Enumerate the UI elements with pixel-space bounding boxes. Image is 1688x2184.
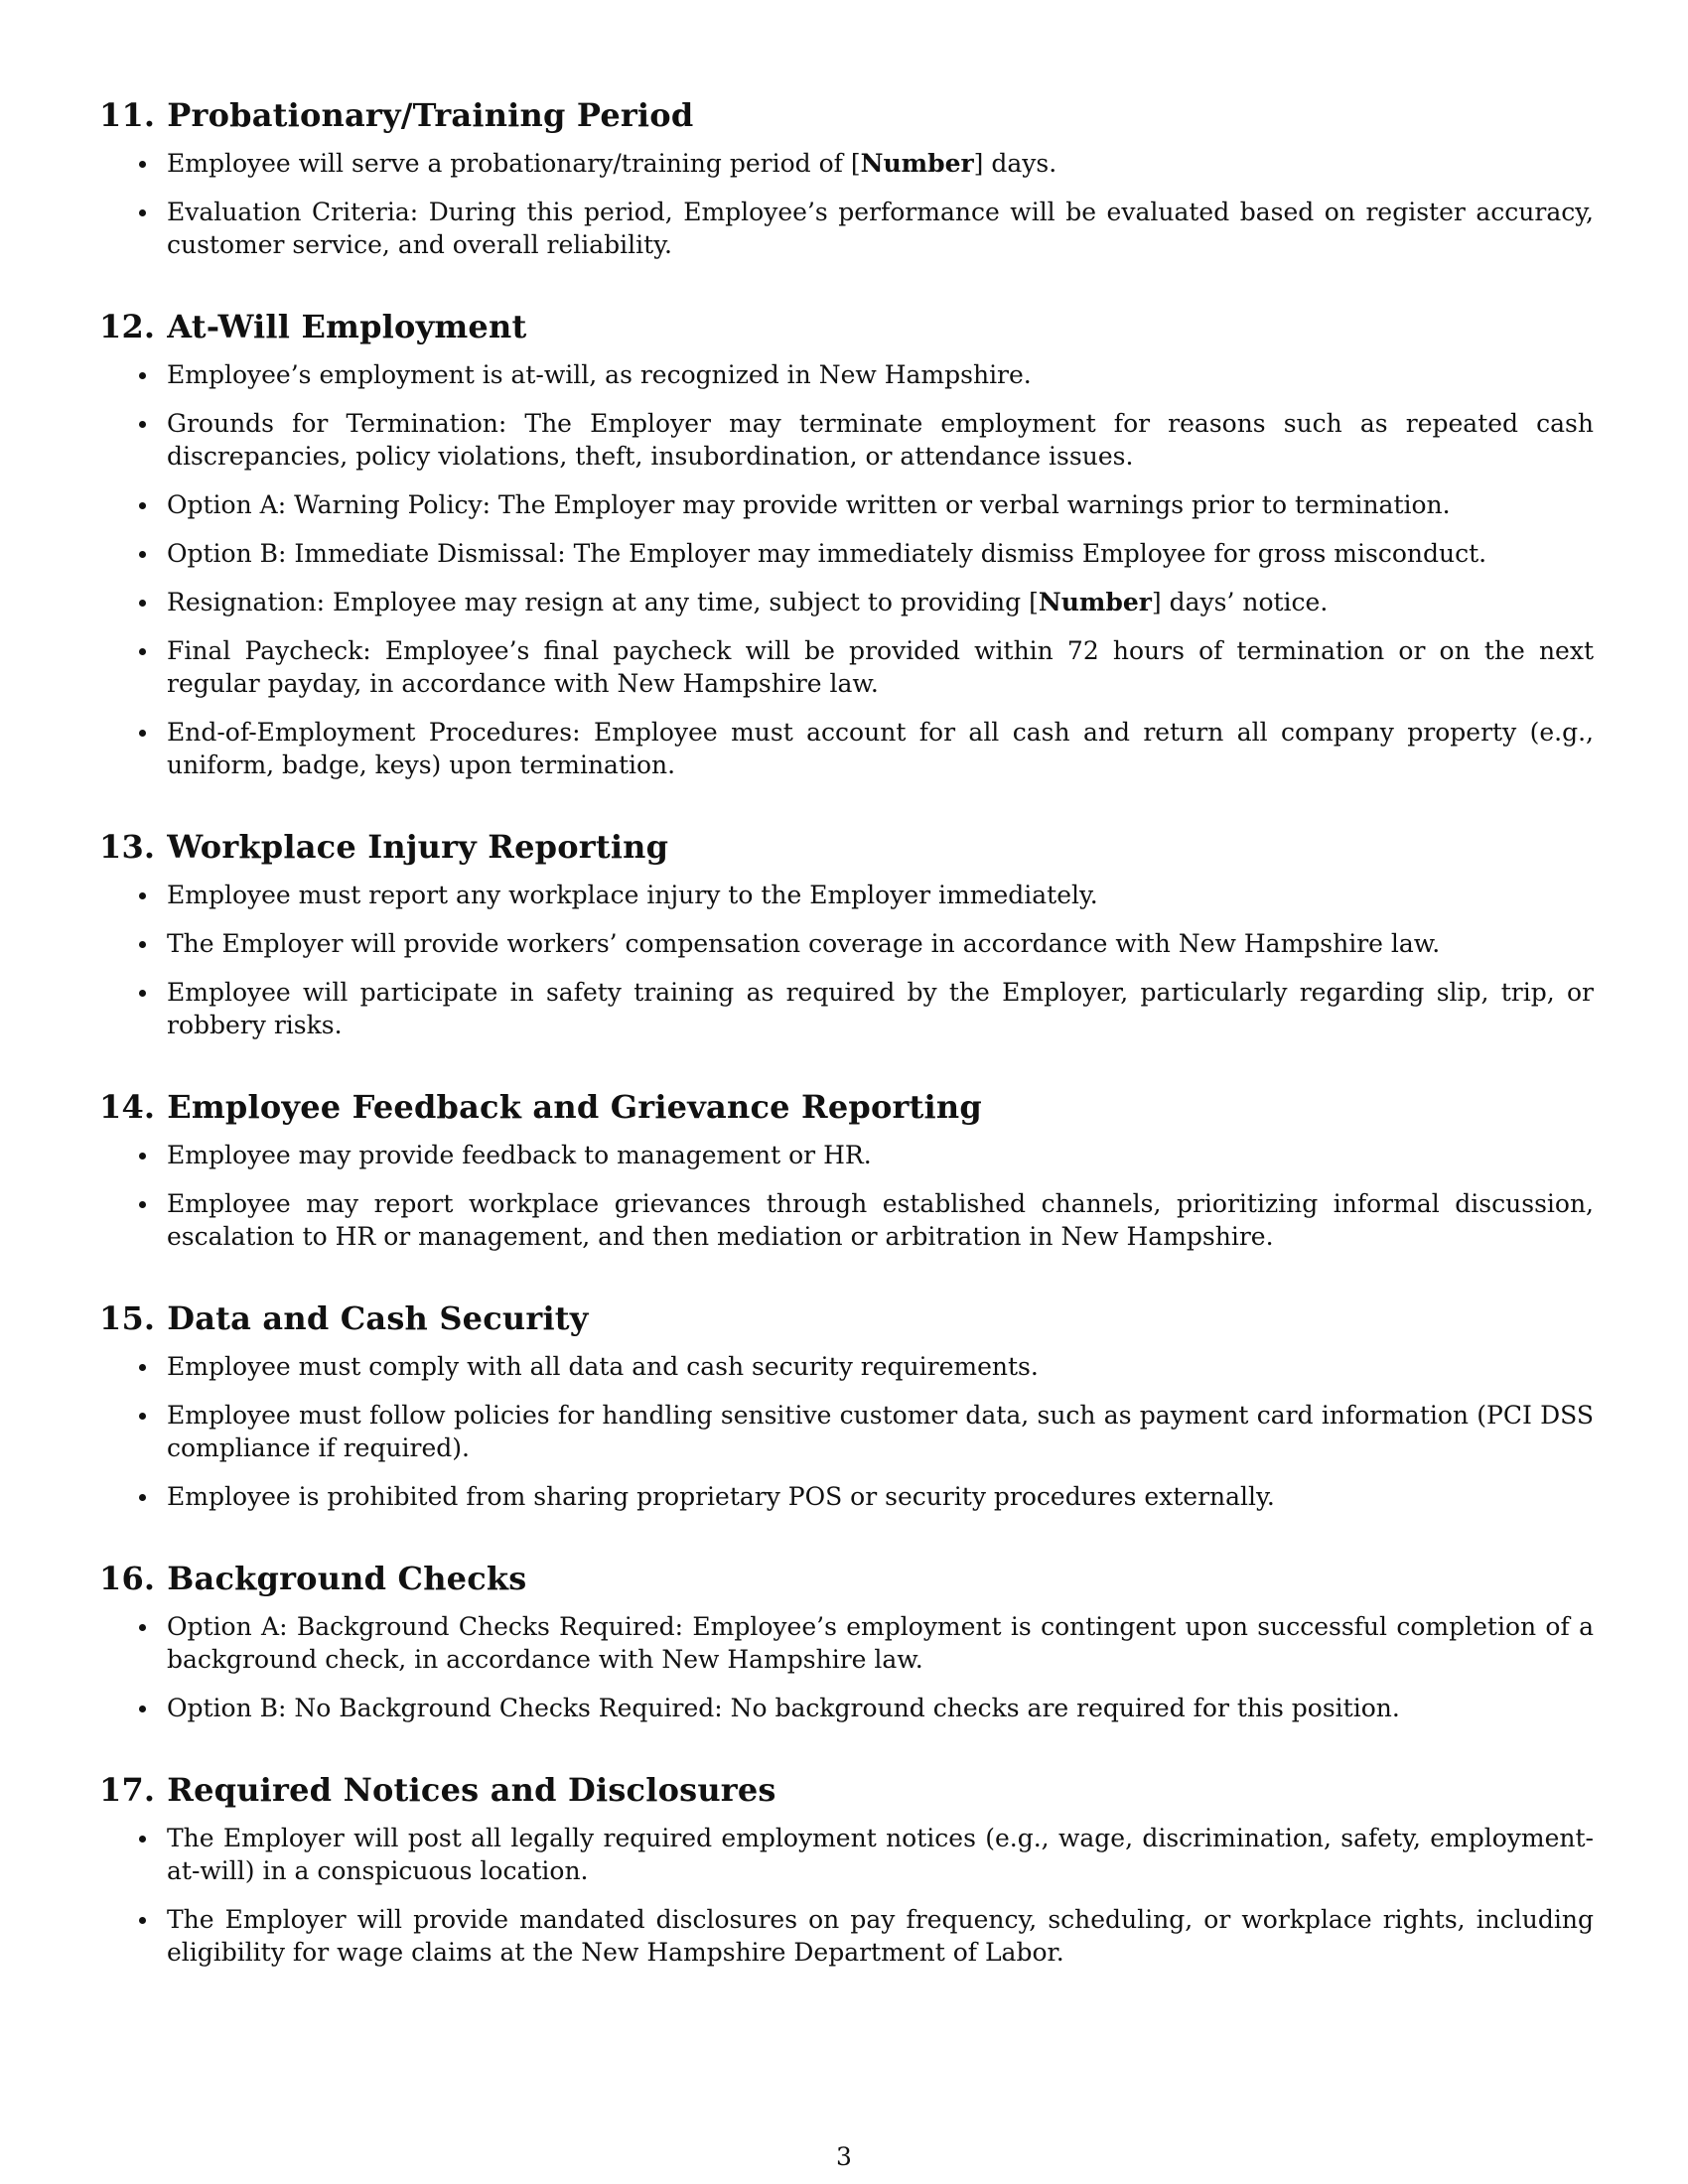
placeholder-field: Number <box>1038 588 1152 616</box>
list-item <box>99 1692 1594 1724</box>
list-item-text: Employee will participate in safety training as required by the Employer, particularly regarding slip, trip, or robbery risks. <box>167 978 1594 1039</box>
bullet-icon <box>139 161 146 168</box>
bullet-icon <box>139 1201 146 1208</box>
list-item-text: Employee’s employment is at-will, as recognized in New Hampshire. <box>167 360 1032 389</box>
bullet-icon <box>139 1153 146 1160</box>
section-title: Required Notices and Disclosures <box>167 1771 776 1809</box>
section-heading <box>99 95 1594 135</box>
list-item-text: Grounds for Termination: The Employer may terminate employment for reasons such as repeated cash discrepancies, policy violations, theft, insubordination, or attendance issues. <box>167 409 1594 471</box>
section-title: Data and Cash Security <box>167 1299 589 1337</box>
list-item <box>99 1610 1594 1676</box>
page-number: 3 <box>836 2142 852 2171</box>
bullet-icon <box>139 1364 146 1371</box>
section-number: 12. <box>99 308 156 345</box>
list-item-text: Employee must comply with all data and cash security requirements. <box>167 1352 1039 1381</box>
bullet-list <box>99 1350 1594 1513</box>
bullet-icon <box>139 941 146 948</box>
section-title: Background Checks <box>167 1560 527 1597</box>
section-title: At-Will Employment <box>167 308 527 345</box>
list-item <box>99 586 1594 618</box>
list-item <box>99 1350 1594 1383</box>
list-item <box>99 927 1594 960</box>
list-item-text: Employee must follow policies for handling sensitive customer data, such as payment card information (PCI DSS compliance if required). <box>167 1401 1594 1462</box>
section-number: 16. <box>99 1560 156 1597</box>
section-15 <box>99 1298 1594 1513</box>
bullet-icon <box>139 1624 146 1631</box>
list-item <box>99 407 1594 473</box>
bullet-icon <box>139 502 146 509</box>
list-item-text: Resignation: Employee may resign at any time, subject to providing [ <box>167 588 1039 616</box>
bullet-icon <box>139 1836 146 1843</box>
section-number: 14. <box>99 1088 156 1126</box>
list-item <box>99 1139 1594 1171</box>
bullet-icon <box>139 551 146 558</box>
bullet-list <box>99 1822 1594 1969</box>
bullet-icon <box>139 1917 146 1924</box>
section-number: 13. <box>99 828 156 866</box>
section-14 <box>99 1087 1594 1253</box>
section-13 <box>99 827 1594 1041</box>
bullet-list <box>99 147 1594 261</box>
section-12 <box>99 307 1594 781</box>
list-item-text: Employee may report workplace grievances through established channels, prioritizing informal discussion, escalation to HR or management, and then mediation or arbitration in New Hampshire. <box>167 1189 1594 1251</box>
list-item-text: Option A: Background Checks Required: Employee’s employment is contingent upon successful completion of a background check, in accordance with New Hampshire law. <box>167 1612 1594 1674</box>
bullet-icon <box>139 372 146 379</box>
section-title: Probationary/Training Period <box>167 96 694 134</box>
list-item <box>99 716 1594 781</box>
section-number: 15. <box>99 1299 156 1337</box>
list-item <box>99 147 1594 180</box>
list-item-text: Employee is prohibited from sharing proprietary POS or security procedures externally. <box>167 1482 1275 1511</box>
section-heading <box>99 827 1594 867</box>
bullet-icon <box>139 421 146 428</box>
list-item-text: End-of-Employment Procedures: Employee must account for all cash and return all company property (e.g., uniform, badge, keys) upon termination. <box>167 718 1594 779</box>
list-item <box>99 879 1594 911</box>
bullet-list <box>99 1610 1594 1724</box>
list-item-text: The Employer will post all legally required employment notices (e.g., wage, discrimination, safety, employment-at-will) in a conspicuous location. <box>167 1824 1594 1885</box>
section-title: Workplace Injury Reporting <box>167 828 669 866</box>
section-16 <box>99 1559 1594 1724</box>
list-item-text: Evaluation Criteria: During this period, Employee’s performance will be evaluated based on register accuracy, customer service, and overall reliability. <box>167 198 1594 259</box>
placeholder-field: Number <box>860 149 974 178</box>
section-number: 17. <box>99 1771 156 1809</box>
bullet-icon <box>139 209 146 216</box>
bullet-icon <box>139 648 146 655</box>
document-page <box>99 95 1594 2014</box>
list-item-text: Option B: No Background Checks Required: No background checks are required for this position. <box>167 1694 1400 1722</box>
bullet-list <box>99 879 1594 1041</box>
list-item <box>99 1399 1594 1464</box>
list-item-text: The Employer will provide workers’ compensation coverage in accordance with New Hampshire law. <box>167 929 1441 958</box>
list-item <box>99 1187 1594 1253</box>
list-item-text: Final Paycheck: Employee’s final paycheck will be provided within 72 hours of termination or on the next regular payday, in accordance with New Hampshire law. <box>167 636 1594 698</box>
bullet-icon <box>139 1413 146 1420</box>
list-item <box>99 537 1594 570</box>
list-item-text: ] days’ notice. <box>1151 588 1329 616</box>
bullet-icon <box>139 990 146 997</box>
list-item-text: The Employer will provide mandated disclosures on pay frequency, scheduling, or workplace rights, including eligibility for wage claims at the New Hampshire Department of Labor. <box>167 1905 1594 1967</box>
bullet-list <box>99 1139 1594 1253</box>
list-item-text: ] days. <box>973 149 1057 178</box>
list-item <box>99 976 1594 1041</box>
section-17 <box>99 1770 1594 1969</box>
bullet-icon <box>139 1706 146 1712</box>
section-title: Employee Feedback and Grievance Reporting <box>167 1088 982 1126</box>
list-item-text: Option B: Immediate Dismissal: The Employer may immediately dismiss Employee for gross misconduct. <box>167 539 1487 568</box>
bullet-icon <box>139 1494 146 1501</box>
list-item <box>99 488 1594 521</box>
section-heading <box>99 1087 1594 1127</box>
bullet-icon <box>139 892 146 899</box>
bullet-list <box>99 358 1594 781</box>
list-item <box>99 1903 1594 1969</box>
list-item <box>99 634 1594 700</box>
list-item <box>99 358 1594 391</box>
bullet-icon <box>139 600 146 607</box>
section-heading <box>99 307 1594 346</box>
section-heading <box>99 1559 1594 1598</box>
list-item <box>99 1822 1594 1887</box>
section-11 <box>99 95 1594 261</box>
list-item-text: Employee must report any workplace injury to the Employer immediately. <box>167 881 1098 909</box>
section-number: 11. <box>99 96 156 134</box>
bullet-icon <box>139 730 146 737</box>
list-item-text: Option A: Warning Policy: The Employer may provide written or verbal warnings prior to termination. <box>167 490 1451 519</box>
list-item-text: Employee may provide feedback to management or HR. <box>167 1141 872 1169</box>
list-item-text: Employee will serve a probationary/training period of [ <box>167 149 861 178</box>
list-item <box>99 1480 1594 1513</box>
section-heading <box>99 1770 1594 1810</box>
section-heading <box>99 1298 1594 1338</box>
list-item <box>99 196 1594 261</box>
